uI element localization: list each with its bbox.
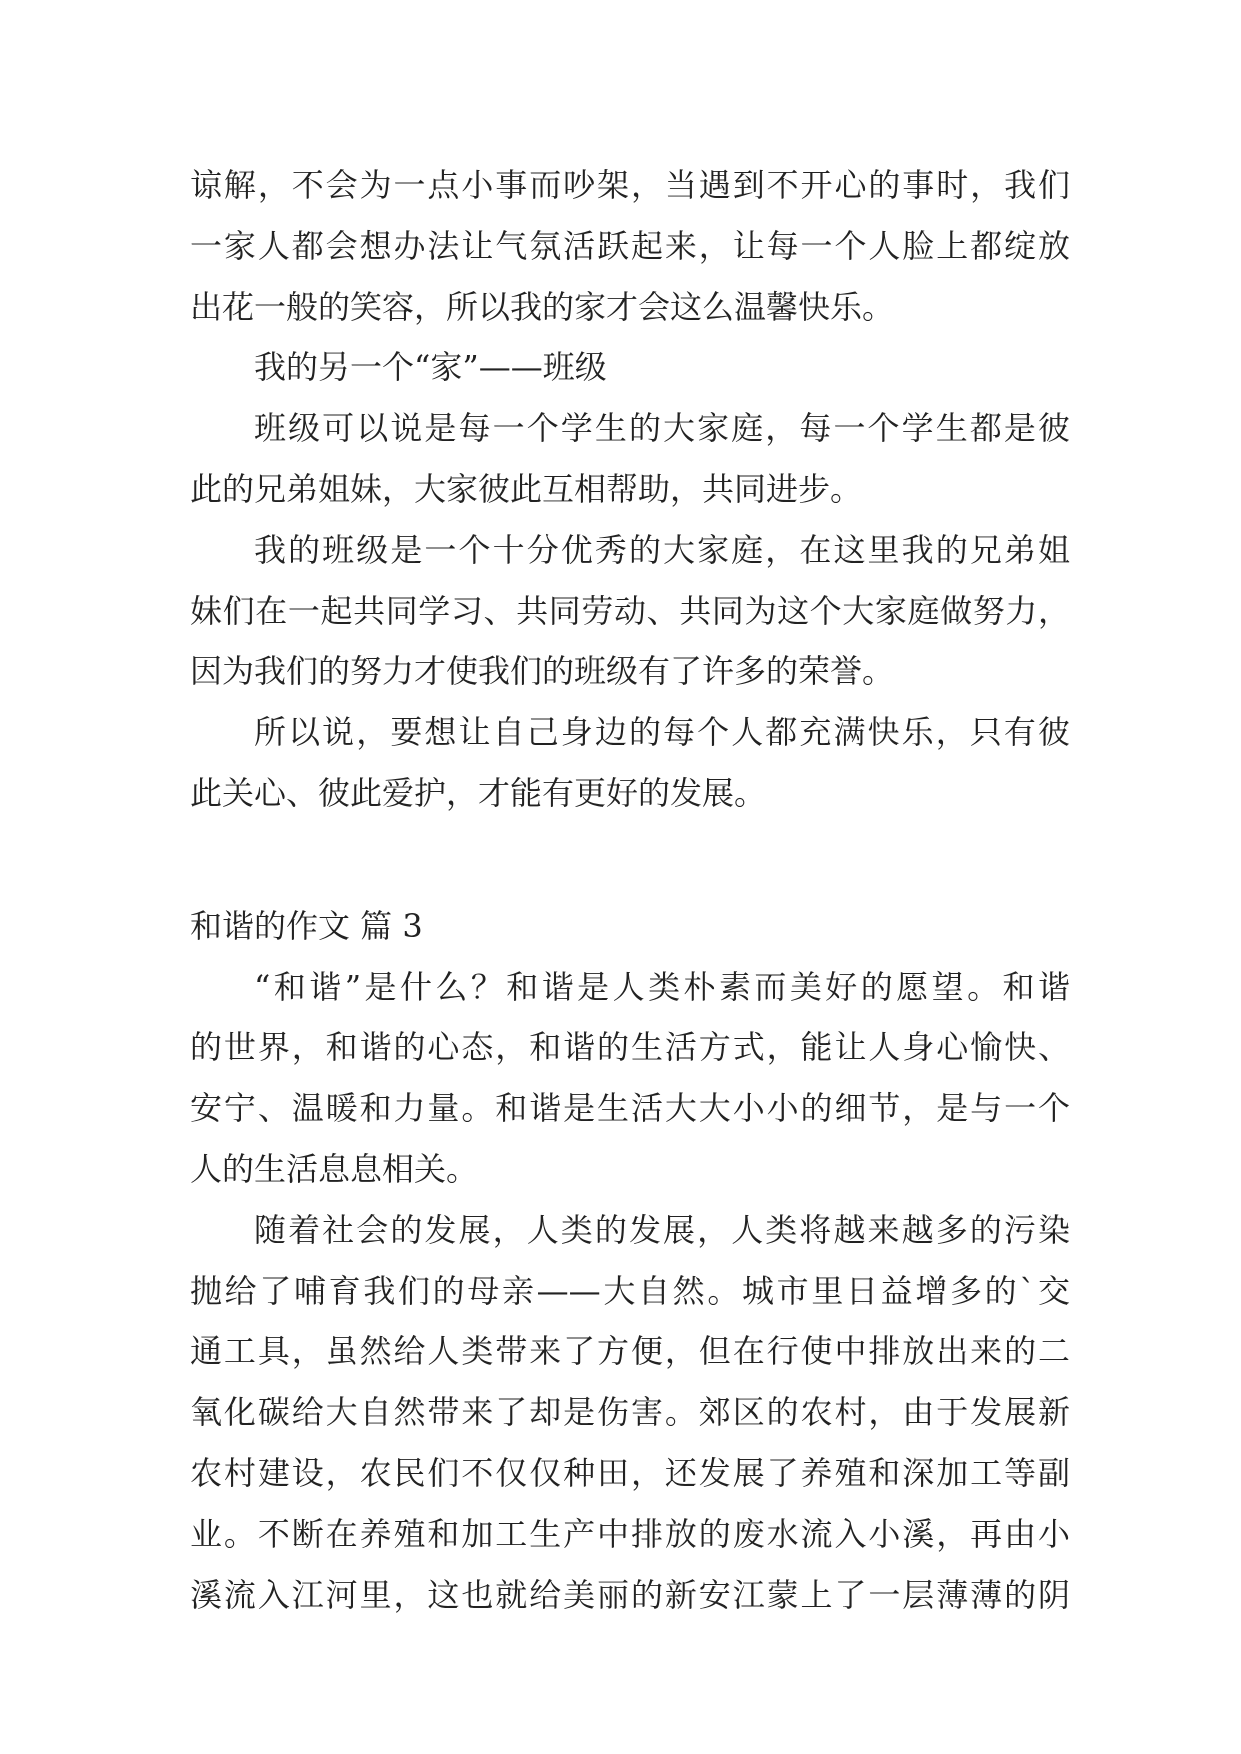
section-gap — [190, 824, 1070, 896]
section-heading: 和谐的作文 篇 3 — [190, 906, 423, 945]
text-line: 安宁、温暖和力量。和谐是生活大大小小的细节，是与一个 — [190, 1089, 1070, 1128]
text-line: 此的兄弟姐妹，大家彼此互相帮助，共同进步。 — [190, 469, 863, 508]
text-line: “和谐”是什么？和谐是人类朴素而美好的愿望。和谐 — [254, 967, 1070, 1006]
text-line: 随着社会的发展，人类的发展，人类将越来越多的污染 — [254, 1210, 1070, 1249]
text-line: 此关心、彼此爱护，才能有更好的发展。 — [190, 773, 767, 812]
subheading-line: 我的另一个“家”——班级 — [254, 348, 607, 387]
text-line: 的世界，和谐的心态，和谐的生活方式，能让人身心愉快、 — [190, 1028, 1070, 1067]
text-line: 氧化碳给大自然带来了却是伤害。郊区的农村，由于发展新 — [190, 1393, 1070, 1432]
text-line: 谅解，不会为一点小事而吵架，当遇到不开心的事时，我们 — [190, 166, 1070, 204]
text-line: 通工具，虽然给人类带来了方便，但在行使中排放出来的二 — [190, 1332, 1070, 1371]
text-line: 农村建设，农民们不仅仅种田，还发展了养殖和深加工等副 — [190, 1453, 1070, 1492]
text-line: 因为我们的努力才使我们的班级有了许多的荣誉。 — [190, 652, 895, 691]
text-line: 业。不断在养殖和加工生产中排放的废水流入小溪，再由小 — [190, 1514, 1070, 1553]
text-line: 人的生活息息相关。 — [190, 1149, 479, 1188]
text-line: 班级可以说是每一个学生的大家庭，每一个学生都是彼 — [254, 409, 1070, 448]
document-body — [190, 155, 1070, 1625]
text-line: 溪流入江河里，这也就给美丽的新安江蒙上了一层薄薄的阴 — [190, 1575, 1070, 1614]
text-line: 所以说，要想让自己身边的每个人都充满快乐，只有彼 — [254, 713, 1070, 752]
text-line: 出花一般的笑容，所以我的家才会这么温馨快乐。 — [190, 287, 895, 326]
text-line: 抛给了哺育我们的母亲——大自然。城市里日益增多的`交 — [190, 1271, 1070, 1310]
text-line: 妹们在一起共同学习、共同劳动、共同为这个大家庭做努力， — [190, 591, 1070, 630]
text-line: 一家人都会想办法让气氛活跃起来，让每一个人脸上都绽放 — [190, 226, 1070, 265]
text-line: 我的班级是一个十分优秀的大家庭，在这里我的兄弟姐 — [254, 530, 1070, 569]
